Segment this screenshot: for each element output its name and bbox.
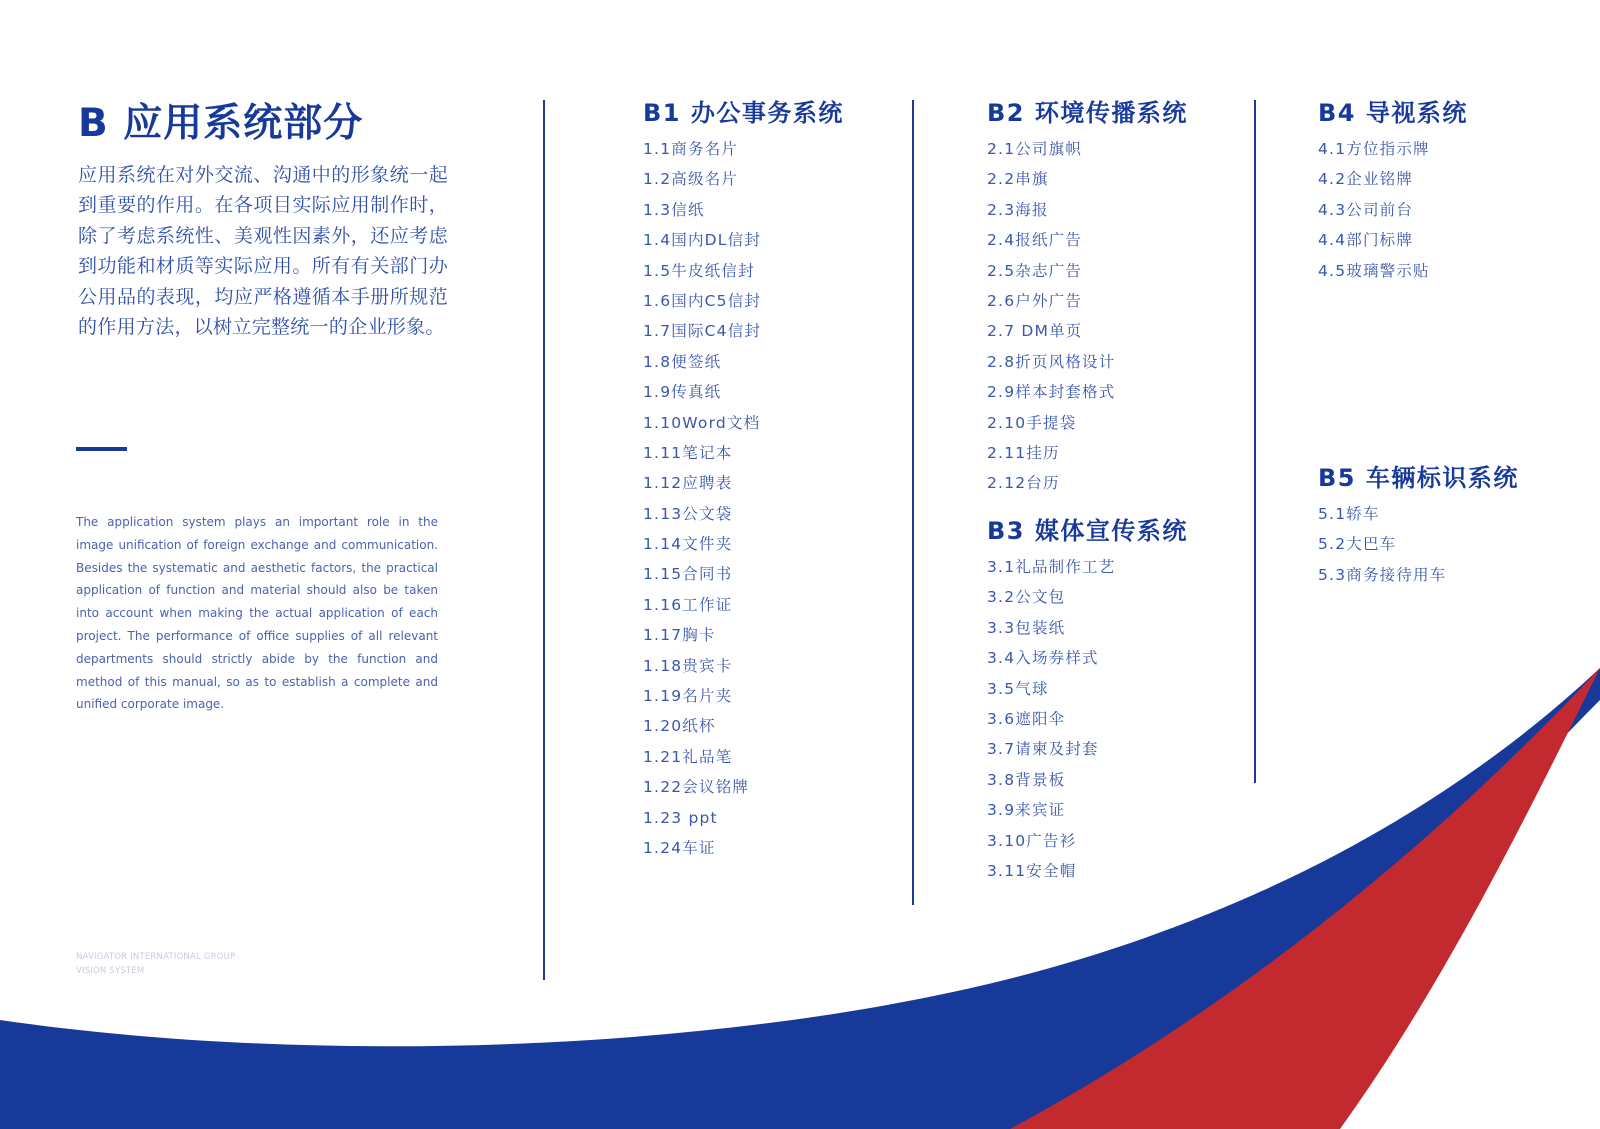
divider-middle (912, 100, 914, 905)
list-item: 3.10广告衫 (987, 831, 1077, 850)
section-b4-list (1318, 134, 1468, 286)
list-item: 1.22会议铭牌 (643, 778, 750, 797)
intro-chinese-text: 应用系统在对外交流、沟通中的形象统一起到重要的作用。在各项目实际应用制作时，除了考虑系统性、美观性因素外，还应考虑到功能和材质等实际应用。所有有关部门办公用品的表现，均应严格遵循本手册所规范的作用方法，以树立完整统一的企业形象。 (78, 164, 448, 339)
list-item: 3.7请柬及封套 (987, 740, 1099, 759)
list-item: 3.3包装纸 (987, 618, 1066, 637)
list-item: 2.3海报 (987, 200, 1049, 219)
list-item: 1.6国内C5信封 (643, 291, 762, 310)
list-item: 3.2公文包 (987, 588, 1066, 607)
list-item: 1.10Word文档 (643, 413, 761, 432)
section-b4 (1318, 98, 1468, 286)
list-item: 1.14文件夹 (643, 535, 733, 554)
list-item: 5.2大巴车 (1318, 535, 1397, 554)
list-item: 3.8背景板 (987, 770, 1066, 789)
section-b3-list (987, 552, 1188, 886)
section-b2 (987, 98, 1188, 499)
list-item: 1.7国际C4信封 (643, 322, 762, 341)
list-item: 4.2企业铭牌 (1318, 170, 1414, 189)
list-item: 2.11挂历 (987, 443, 1060, 462)
list-item: 1.13公文袋 (643, 504, 733, 523)
list-item: 1.19名片夹 (643, 687, 733, 706)
footer-brand-line1: NAVIGATOR INTERNATIONAL GROUP (76, 952, 236, 962)
list-item: 1.9传真纸 (643, 383, 722, 402)
list-item: 1.4国内DL信封 (643, 231, 762, 250)
footer-brand-line2: VISION SYSTEM (76, 965, 145, 976)
list-item: 1.3信纸 (643, 200, 705, 219)
list-item: 1.16工作证 (643, 595, 733, 614)
list-item: 2.6户外广告 (987, 291, 1083, 310)
section-b1 (643, 98, 844, 863)
section-b5-list (1318, 499, 1519, 590)
footer-brand (76, 951, 235, 978)
section-b1-list (643, 134, 844, 863)
list-item: 1.1商务名片 (643, 140, 739, 158)
list-item: 2.7 DM单页 (987, 322, 1083, 341)
accent-bar (76, 447, 127, 451)
list-item: 1.2高级名片 (643, 170, 739, 189)
section-b5 (1318, 463, 1519, 590)
page-title: B 应用系统部分 (78, 101, 364, 146)
divider-right (1254, 100, 1256, 783)
list-item: 2.5杂志广告 (987, 261, 1083, 280)
list-item: 2.1公司旗帜 (987, 140, 1083, 158)
list-item: 1.18贵宾卡 (643, 656, 733, 675)
list-item: 1.17胸卡 (643, 626, 716, 645)
section-b5-title: B5 车辆标识系统 (1318, 464, 1519, 492)
list-item: 2.9样本封套格式 (987, 383, 1116, 402)
list-item: 1.8便签纸 (643, 352, 722, 371)
list-item: 1.20纸杯 (643, 717, 716, 736)
list-item: 1.11笔记本 (643, 443, 733, 462)
list-item: 2.4报纸广告 (987, 231, 1083, 250)
list-item: 3.6遮阳伞 (987, 709, 1066, 728)
list-item: 1.24车证 (643, 838, 716, 857)
list-item: 3.5气球 (987, 679, 1049, 698)
list-item: 2.8折页风格设计 (987, 352, 1116, 371)
section-b1-title: B1 办公事务系统 (643, 99, 844, 127)
list-item: 3.9来宾证 (987, 801, 1066, 820)
list-item: 1.21礼品笔 (643, 747, 733, 766)
section-b3-title: B3 媒体宣传系统 (987, 517, 1188, 545)
list-item: 4.1方位指示牌 (1318, 140, 1430, 158)
section-b3 (987, 516, 1188, 886)
list-item: 1.23 ppt (643, 808, 718, 827)
list-item: 3.11安全帽 (987, 861, 1077, 880)
list-item: 3.1礼品制作工艺 (987, 558, 1116, 576)
list-item: 4.3公司前台 (1318, 200, 1414, 219)
list-item: 2.10手提袋 (987, 413, 1077, 432)
list-item: 1.12应聘表 (643, 474, 733, 493)
intro-english-text: The application system plays an important role in the image unification of foreign exchange and communication. Besides the systematic and aesthetic factors, the practical application of function and material should also be taken into account when making the actual application of each project. The performance of office supplies of all relevant departments should strictly abide by the function and method of this manual, so as to establish a complete and unified corporate image. (76, 515, 438, 712)
list-item: 5.3商务接待用车 (1318, 565, 1447, 584)
list-item: 4.4部门标牌 (1318, 231, 1414, 250)
section-b2-title: B2 环境传播系统 (987, 99, 1188, 127)
list-item: 4.5玻璃警示贴 (1318, 261, 1430, 280)
list-item: 5.1轿车 (1318, 505, 1380, 523)
list-item: 1.15合同书 (643, 565, 733, 584)
section-b4-title: B4 导视系统 (1318, 99, 1468, 127)
divider-left (543, 100, 545, 980)
list-item: 3.4入场券样式 (987, 649, 1099, 668)
list-item: 2.2串旗 (987, 170, 1049, 189)
list-item: 2.12台历 (987, 474, 1060, 493)
section-b2-list (987, 134, 1188, 499)
list-item: 1.5牛皮纸信封 (643, 261, 755, 280)
